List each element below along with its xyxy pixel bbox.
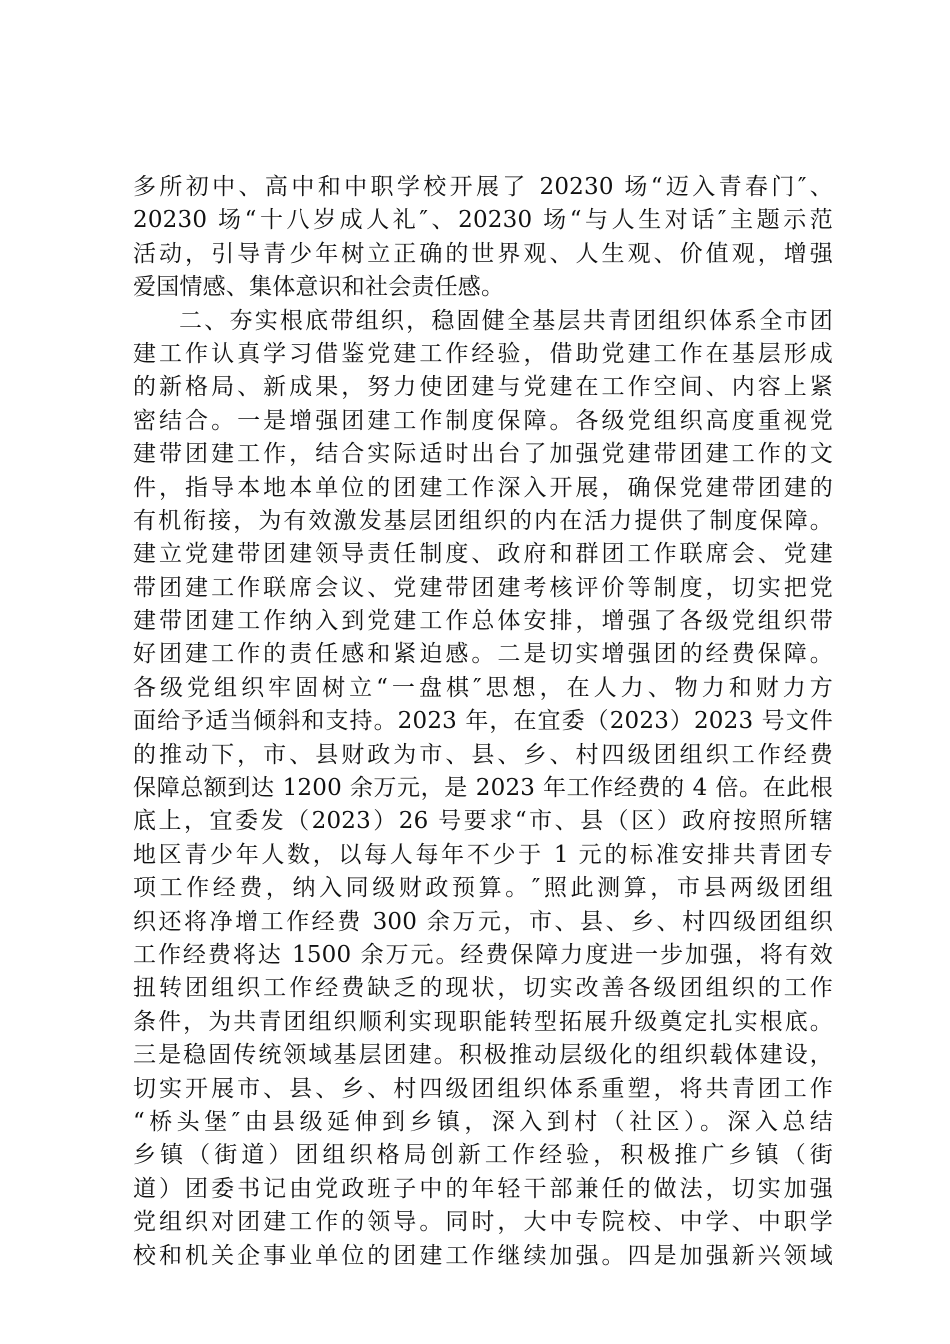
text-line: 带团建工作联席会议、党建带团建考核评价等制度，切实把党 <box>133 574 833 601</box>
paragraph-start-line: 二、夯实根底带组织，稳固健全基层共青团组织体系全市团 <box>179 307 833 334</box>
text-line: 三是稳固传统领域基层团建。积极推动层级化的组织载体建设， <box>133 1042 833 1069</box>
text-line: 扭转团组织工作经费缺乏的现状，切实改善各级团组织的工作 <box>133 975 833 1002</box>
text-line: 乡镇（街道）团组织格局创新工作经验，积极推广乡镇（街 <box>133 1142 833 1169</box>
text-line: 切实开展市、县、乡、村四级团组织体系重塑，将共青团工作 <box>133 1075 833 1102</box>
text-line: 好团建工作的责任感和紧迫感。二是切实增强团的经费保障。 <box>133 641 833 668</box>
text-line: 党组织对团建工作的领导。同时，大中专院校、中学、中职学 <box>133 1209 833 1236</box>
text-line: 20230 场“十八岁成人礼″、20230 场“与人生对话″主题示范 <box>133 207 833 234</box>
text-line: 建工作认真学习借鉴党建工作经验，借助党建工作在基层形成 <box>133 340 833 367</box>
text-line: 织还将净增工作经费 300 余万元，市、县、乡、村四级团组织 <box>133 908 833 935</box>
text-line: 多所初中、高中和中职学校开展了 20230 场“迈入青春门″、 <box>133 174 833 200</box>
text-line: 工作经费将达 1500 余万元。经费保障力度进一步加强，将有效 <box>133 941 833 968</box>
text-line: 建立党建带团建领导责任制度、政府和群团工作联席会、党建 <box>133 541 833 568</box>
text-line: 建带团建工作，结合实际适时出台了加强党建带团建工作的文 <box>133 441 833 468</box>
text-line: 条件，为共青团组织顺利实现职能转型拓展升级奠定扎实根底。 <box>133 1008 833 1035</box>
text-line: 面给予适当倾斜和支持。2023 年，在宜委（2023）2023 号文件 <box>133 708 833 735</box>
text-line: 的推动下，市、县财政为市、县、乡、村四级团组织工作经费 <box>133 741 833 768</box>
text-line: 各级党组织牢固树立“一盘棋″思想，在人力、物力和财力方 <box>133 674 833 701</box>
text-line: 保障总额到达 1200 余万元，是 2023 年工作经费的 4 倍。在此根 <box>133 775 833 802</box>
text-line: 底上，宜委发（2023）26 号要求“市、县（区）政府按照所辖 <box>133 808 833 835</box>
text-line: “桥头堡″由县级延伸到乡镇，深入到村（社区）。深入总结 <box>133 1108 833 1135</box>
text-line: 校和机关企事业单位的团建工作继续加强。四是加强新兴领域 <box>133 1242 833 1269</box>
text-line: 密结合。一是增强团建工作制度保障。各级党组织高度重视党 <box>133 407 833 434</box>
text-line: 有机衔接，为有效激发基层团组织的内在活力提供了制度保障。 <box>133 507 833 534</box>
text-line: 的新格局、新成果，努力使团建与党建在工作空间、内容上紧 <box>133 374 833 401</box>
body-text <box>133 171 833 1273</box>
text-line: 建带团建工作纳入到党建工作总体安排，增强了各级党组织带 <box>133 608 833 635</box>
text-line: 道）团委书记由党政班子中的年轻干部兼任的做法，切实加强 <box>133 1175 833 1202</box>
text-line: 件，指导本地本单位的团建工作深入开展，确保党建带团建的 <box>133 474 833 501</box>
text-line: 活动，引导青少年树立正确的世界观、人生观、价值观，增强 <box>133 240 833 267</box>
text-line: 爱国情感、集体意识和社会责任感。 <box>133 274 505 301</box>
text-line: 地区青少年人数，以每人每年不少于 1 元的标准安排共青团专 <box>133 841 833 868</box>
text-line: 项工作经费，纳入同级财政预算。″照此测算，市县两级团组 <box>133 875 833 902</box>
